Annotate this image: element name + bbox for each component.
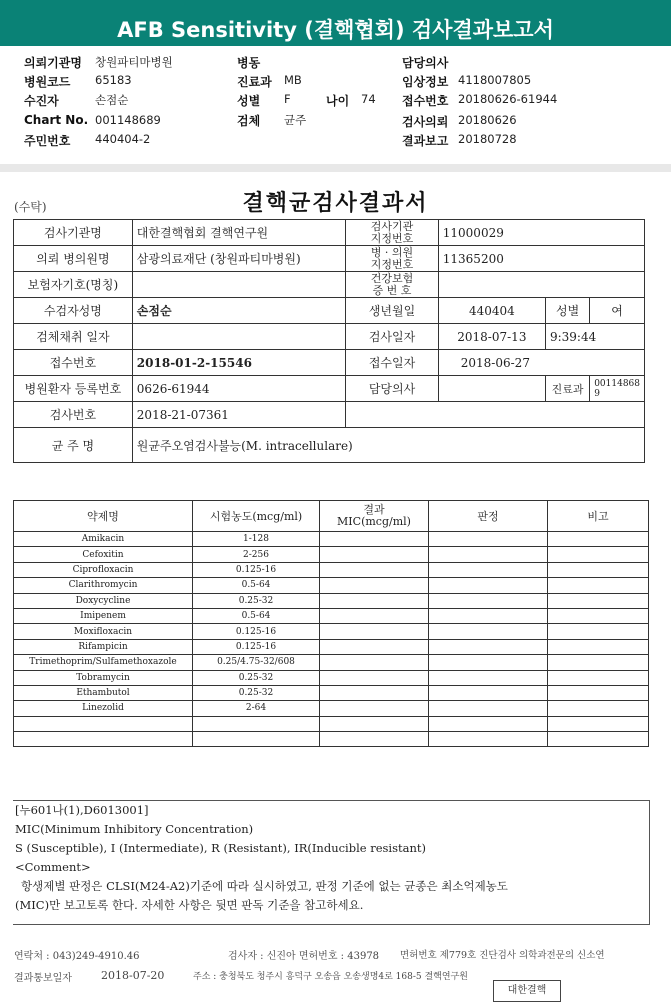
drug-note-cell [548, 608, 649, 623]
title-bar [0, 0, 671, 46]
specimen-value: 균주 [284, 113, 307, 127]
footer-address: 주소 : 충청북도 청주시 흥덕구 오송읍 오송생명4로 168-5 결핵연구원 [193, 972, 468, 982]
reg-label: 병원환자 등록번호 [14, 376, 133, 402]
drug-name-cell: Ethambutol [14, 685, 193, 700]
strain-label: 균 주 명 [14, 428, 133, 463]
drug-name-cell [14, 716, 193, 731]
drug-mic-cell [320, 578, 429, 593]
dept-value: MB [284, 73, 302, 87]
ward-label: 병동 [237, 56, 261, 70]
receipt-value: 20180626-61944 [458, 92, 558, 106]
table-row [14, 701, 649, 716]
table-row [14, 685, 649, 700]
comment-box [13, 800, 650, 925]
drug-mic-cell [320, 716, 429, 731]
drug-conc-cell: 0.25-32 [193, 670, 320, 685]
drug-name-cell: Doxycycline [14, 593, 193, 608]
hospital-code-label: 병원코드 [24, 75, 71, 89]
drug-judge-cell [429, 670, 548, 685]
drug-name-cell: Ciprofloxacin [14, 562, 193, 577]
drug-judge-cell [429, 639, 548, 654]
drug-mic-cell [320, 701, 429, 716]
drug-conc-cell [193, 732, 320, 747]
req-hosp-label: 의뢰 병의원명 [14, 246, 133, 272]
table-row [14, 639, 649, 654]
drug-note-cell [548, 639, 649, 654]
table-row [14, 670, 649, 685]
health-label: 건강보험 증 번 호 [346, 272, 439, 298]
inst-value: 대한결핵협회 결핵연구원 [132, 220, 345, 246]
drug-note-cell [548, 624, 649, 639]
drug-name-cell: Tobramycin [14, 670, 193, 685]
drug-judge-cell [429, 701, 548, 716]
receipt-no-value: 2018-01-2-15546 [132, 350, 345, 376]
drug-mic-cell [320, 670, 429, 685]
sex-label2: 성별 [545, 298, 589, 324]
drug-conc-cell: 0.5-64 [193, 578, 320, 593]
age-value: 74 [361, 92, 376, 106]
scanned-report [0, 172, 671, 1000]
drug-conc-cell: 0.125-16 [193, 624, 320, 639]
drug-mic-cell [320, 532, 429, 547]
drug-conc-cell: 0.25/4.75-32/608 [193, 655, 320, 670]
table-row [14, 593, 649, 608]
clinical-value: 4118007805 [458, 73, 532, 87]
footer-notify-date: 2018-07-20 [101, 969, 165, 982]
comment-code: [누601나(1),D6013001] [15, 803, 149, 817]
judge-header: 판정 [429, 501, 548, 532]
comment-line2: (MIC)만 보고토록 한다. 자세한 사항은 뒷면 판독 기준을 참고하세요. [15, 898, 364, 912]
age-label: 나이 [326, 94, 350, 108]
name-label: 수검자성명 [14, 298, 133, 324]
drug-conc-cell: 0.25-32 [193, 593, 320, 608]
drug-mic-cell [320, 624, 429, 639]
drug-name-cell: Trimethoprim/Sulfamethoxazole [14, 655, 193, 670]
drug-name-cell: Moxifloxacin [14, 624, 193, 639]
drug-note-cell [548, 670, 649, 685]
drug-mic-cell [320, 593, 429, 608]
dob-label: 생년월일 [346, 298, 439, 324]
section-divider [0, 164, 671, 172]
drug-note-cell [548, 701, 649, 716]
table-row [14, 732, 649, 747]
drug-conc-cell: 0.25-32 [193, 685, 320, 700]
drug-judge-cell [429, 716, 548, 731]
patient-info-panel [0, 46, 671, 166]
drug-mic-cell [320, 547, 429, 562]
drug-judge-cell [429, 732, 548, 747]
comment-legend: S (Susceptible), I (Intermediate), R (Resistant), IR(Inducible resistant) [15, 841, 426, 855]
doctor-value [438, 376, 545, 402]
name-value: 손점순 [132, 298, 345, 324]
table-row [14, 547, 649, 562]
sex-label: 성별 [237, 94, 261, 108]
patient-table [13, 219, 645, 463]
chart-label: Chart No. [24, 113, 89, 127]
resident-label: 주민번호 [24, 134, 71, 148]
test-date-value: 2018-07-13 [438, 324, 545, 350]
collect-label: 검체채취 일자 [14, 324, 133, 350]
drug-note-cell [548, 716, 649, 731]
footer-notify-label: 결과통보일자 [14, 973, 72, 984]
drug-table [13, 500, 649, 747]
drug-name-cell: Clarithromycin [14, 578, 193, 593]
receipt-date-label: 접수일자 [346, 350, 439, 376]
drug-name-cell: Cefoxitin [14, 547, 193, 562]
drug-header: 약제명 [14, 501, 193, 532]
drug-note-cell [548, 732, 649, 747]
table-row [14, 655, 649, 670]
drug-judge-cell [429, 547, 548, 562]
report-title: AFB Sensitivity (결핵협회) 검사결과보고서 [117, 18, 554, 42]
requester-value: 창원파티마병원 [95, 55, 173, 69]
inst-code-label: 검사기관 지정번호 [346, 220, 439, 246]
table-row [14, 562, 649, 577]
drug-mic-cell [320, 655, 429, 670]
drug-conc-cell: 0.125-16 [193, 562, 320, 577]
table-row [14, 624, 649, 639]
drug-judge-cell [429, 608, 548, 623]
table-row [14, 578, 649, 593]
patient-label: 수진자 [24, 94, 59, 108]
request-label: 검사의뢰 [402, 115, 449, 129]
drug-conc-cell: 0.125-16 [193, 639, 320, 654]
exam-no-blank [346, 402, 645, 428]
dept-label2: 진료과 [545, 376, 589, 402]
drug-judge-cell [429, 655, 548, 670]
drug-conc-cell: 2-256 [193, 547, 320, 562]
test-time-value: 9:39:44 [545, 324, 644, 350]
request-value: 20180626 [458, 113, 517, 127]
drug-note-cell [548, 547, 649, 562]
drug-judge-cell [429, 593, 548, 608]
exam-no-value: 2018-21-07361 [132, 402, 345, 428]
receipt-no-label: 접수번호 [14, 350, 133, 376]
inst-code-value: 11000029 [438, 220, 644, 246]
drug-note-cell [548, 655, 649, 670]
report-label: 결과보고 [402, 134, 449, 148]
document-title: 결핵균검사결과서 [242, 190, 429, 216]
exam-no-label: 검사번호 [14, 402, 133, 428]
drug-mic-cell [320, 639, 429, 654]
dept-code: 00114868 9 [590, 376, 645, 402]
sex-value2: 여 [590, 298, 645, 324]
req-hosp-value: 삼광의료재단 (창원파티마병원) [132, 246, 345, 272]
drug-note-cell [548, 593, 649, 608]
drug-name-cell: Rifampicin [14, 639, 193, 654]
req-code-label: 병 · 의원 지정번호 [346, 246, 439, 272]
patient-value: 손점순 [95, 93, 129, 107]
reg-value: 0626-61944 [132, 376, 345, 402]
drug-mic-cell [320, 732, 429, 747]
drug-name-cell [14, 732, 193, 747]
conc-header: 시험농도(mcg/ml) [193, 501, 320, 532]
drug-judge-cell [429, 624, 548, 639]
insurer-value [132, 272, 345, 298]
drug-note-cell [548, 685, 649, 700]
drug-mic-cell [320, 608, 429, 623]
specimen-label: 검체 [237, 114, 261, 128]
drug-note-cell [548, 578, 649, 593]
drug-note-cell [548, 562, 649, 577]
doctor-label2: 담당의사 [346, 376, 439, 402]
drug-mic-cell [320, 562, 429, 577]
receipt-date-value: 2018-06-27 [438, 350, 644, 376]
req-code-value: 11365200 [438, 246, 644, 272]
drug-name-cell: Amikacin [14, 532, 193, 547]
mic-header: 결과 MIC(mcg/ml) [320, 501, 429, 532]
drug-conc-cell: 2-64 [193, 701, 320, 716]
drug-conc-cell [193, 716, 320, 731]
table-row [14, 608, 649, 623]
drug-judge-cell [429, 578, 548, 593]
comment-line1: 항생제별 판정은 CLSI(M24-A2)기준에 따라 실시하였고, 판정 기준에 없는 균종은 최소억제농도 [21, 879, 508, 893]
insurer-label: 보험자기호(명칭) [14, 272, 133, 298]
drug-name-cell: Imipenem [14, 608, 193, 623]
doctor-label: 담당의사 [402, 56, 449, 70]
receipt-label: 접수번호 [402, 94, 449, 108]
clinical-label: 임상정보 [402, 75, 449, 89]
comment-tag: <Comment> [15, 860, 91, 874]
hospital-code-value: 65183 [95, 73, 132, 87]
drug-judge-cell [429, 532, 548, 547]
table-row [14, 716, 649, 731]
dept-label: 진료과 [237, 75, 272, 89]
drug-judge-cell [429, 685, 548, 700]
chart-value: 001148689 [95, 113, 161, 127]
footer-contact: 연락처 : 043)249-4910.46 [14, 951, 140, 962]
dob-value: 440404 [438, 298, 545, 324]
drug-judge-cell [429, 562, 548, 577]
strain-value: 원균주오염검사불능(M. intracellulare) [132, 428, 644, 463]
drug-mic-cell [320, 685, 429, 700]
test-date-label: 검사일자 [346, 324, 439, 350]
collect-value [132, 324, 345, 350]
consignment-label: (수탁) [14, 200, 47, 214]
inst-label: 검사기관명 [14, 220, 133, 246]
resident-value: 440404-2 [95, 132, 151, 146]
table-row [14, 532, 649, 547]
drug-conc-cell: 1-128 [193, 532, 320, 547]
sex-value: F [284, 92, 291, 106]
footer-license: 면허번호 제779호 진단검사 의학과전문의 신소연 [400, 950, 605, 961]
note-header: 비고 [548, 501, 649, 532]
health-value [438, 272, 644, 298]
drug-note-cell [548, 532, 649, 547]
drug-conc-cell: 0.5-64 [193, 608, 320, 623]
footer-tester: 검사자 : 신진아 면허번호 : 43978 [228, 951, 380, 962]
report-value: 20180728 [458, 132, 517, 146]
drug-name-cell: Linezolid [14, 701, 193, 716]
seal-stamp: 대한결핵 [493, 980, 561, 1002]
comment-mic: MIC(Minimum Inhibitory Concentration) [15, 822, 254, 836]
requester-label: 의뢰기관명 [24, 56, 82, 70]
